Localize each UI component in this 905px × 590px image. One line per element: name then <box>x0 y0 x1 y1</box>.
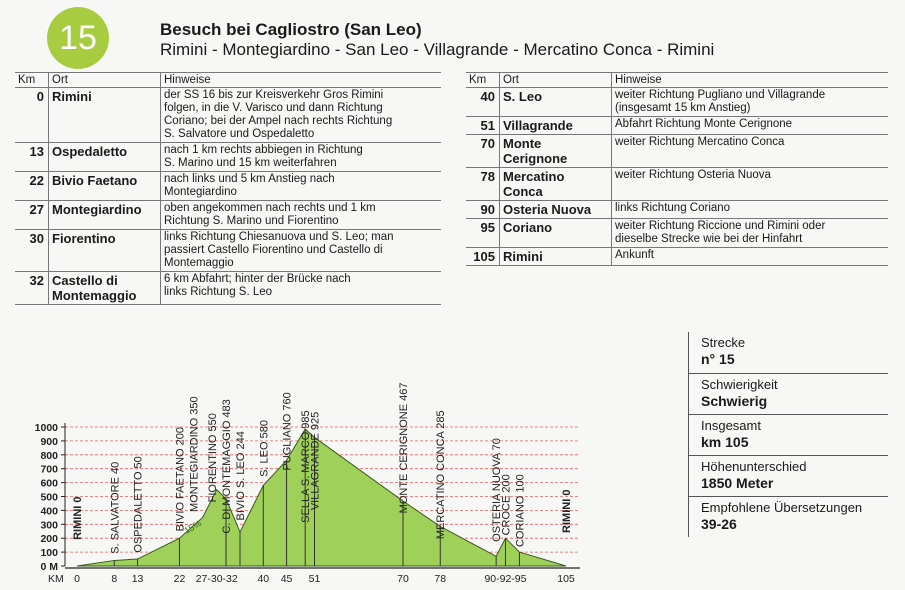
table-row <box>15 88 441 143</box>
info-label: Empfohlene Übersetzungen <box>701 500 863 515</box>
row-directions: Abfahrt Richtung Monte Cerignone <box>612 117 889 135</box>
row-place: Ospedaletto <box>49 143 161 172</box>
x-tick-label: 51 <box>308 573 321 585</box>
table-row <box>15 272 441 305</box>
info-label: Höhenunterschied <box>701 459 807 474</box>
info-value: n° 15 <box>701 351 735 367</box>
header-hinweise: Hinweise <box>612 73 889 88</box>
route-table-left <box>15 72 441 305</box>
place-label: CROCE 200 <box>500 474 513 536</box>
row-place: Montegiardino <box>49 201 161 230</box>
table-row <box>466 248 888 266</box>
place-label: SELLA S. MARCO 985 <box>300 410 313 523</box>
route-number-badge: 15 <box>47 7 109 69</box>
x-tick-label: 0 <box>74 573 80 585</box>
y-tick-label: 600 <box>40 477 58 490</box>
info-label: Insgesamt <box>701 418 761 433</box>
y-tick-label: 400 <box>40 505 58 518</box>
info-item <box>688 455 888 496</box>
row-directions: 6 km Abfahrt; hinter der Brücke nach links Richtung S. Leo <box>161 272 442 305</box>
table-row <box>466 219 888 248</box>
info-item <box>688 373 888 414</box>
place-label: PUGLIANO 760 <box>281 392 294 471</box>
info-value: Schwierig <box>701 393 768 409</box>
place-label: BIVIO FAETANO 200 <box>174 427 187 532</box>
x-axis-label: KM <box>48 573 64 585</box>
info-item <box>688 332 888 373</box>
row-place: Mercatino Conca <box>500 168 612 201</box>
x-tick-label: 8 <box>111 573 118 585</box>
row-place: Coriano <box>500 219 612 248</box>
row-place: Fiorentino <box>49 230 161 272</box>
x-tick-label: 27-30-32 <box>195 573 238 585</box>
header-km: Km <box>466 73 500 88</box>
place-label: CORIANO 100 <box>514 474 527 548</box>
table-row <box>15 143 441 172</box>
table-row <box>466 168 888 201</box>
row-directions: weiter Richtung Mercatino Conca <box>612 135 889 168</box>
row-km: 90 <box>466 201 500 219</box>
place-label: OSPEDALETTO 50 <box>132 456 145 553</box>
row-km: 13 <box>15 143 49 172</box>
header-ort: Ort <box>49 73 161 88</box>
info-label: Strecke <box>701 335 746 350</box>
x-tick-label: 40 <box>257 573 270 585</box>
y-tick-label: 800 <box>40 449 58 462</box>
row-place: Rimini <box>49 88 161 143</box>
row-place: Rimini <box>500 248 612 266</box>
row-km: 78 <box>466 168 500 201</box>
row-km: 51 <box>466 117 500 135</box>
row-km: 70 <box>466 135 500 168</box>
header-hinweise: Hinweise <box>161 73 442 88</box>
route-title: Besuch bei Cagliostro (San Leo) <box>160 20 422 39</box>
y-tick-label: 500 <box>40 491 58 504</box>
table-row <box>15 230 441 272</box>
row-km: 95 <box>466 219 500 248</box>
row-place: Bivio Faetano <box>49 172 161 201</box>
row-directions: links Richtung Chiesanuova und S. Leo; man passiert Castello Fiorentino und Castello di Montemaggio <box>161 230 442 272</box>
place-label: C. DI MONTEMAGGIO 483 <box>221 399 234 534</box>
table-row <box>466 135 888 168</box>
row-directions: nach 1 km rechts abbiegen in Richtung S. Marino und 15 km weiterfahren <box>161 143 442 172</box>
row-km: 105 <box>466 248 500 266</box>
row-directions: weiter Richtung Riccione und Rimini oder dieselbe Strecke wie bei der Hinfahrt <box>612 219 889 248</box>
y-tick-label: 100 <box>40 547 58 560</box>
y-tick-label: 1000 <box>34 422 58 434</box>
place-label: BIVIO S. LEO 244 <box>235 431 247 521</box>
row-km: 32 <box>15 272 49 305</box>
row-km: 22 <box>15 172 49 201</box>
info-label: Schwierigkeit <box>701 377 778 392</box>
table-row <box>466 201 888 219</box>
info-item <box>688 414 888 455</box>
x-tick-label: 105 <box>557 573 575 585</box>
route-info-box <box>688 332 888 537</box>
x-tick-label: 78 <box>434 573 447 585</box>
place-label: RIMINI 0 <box>561 489 573 533</box>
y-tick-label: 900 <box>40 435 58 448</box>
route-table-right <box>466 72 888 266</box>
table-row <box>15 172 441 201</box>
x-tick-label: 70 <box>397 573 409 585</box>
info-value: 1850 Meter <box>701 475 774 491</box>
row-km: 40 <box>466 88 500 117</box>
row-place: S. Leo <box>500 88 612 117</box>
row-place: Monte Cerignone <box>500 135 612 168</box>
x-tick-label: 45 <box>280 573 293 585</box>
route-subtitle: Rimini - Montegiardino - San Leo - Villagrande - Mercatino Conca - Rimini <box>160 40 715 59</box>
x-tick-label: 22 <box>173 573 186 585</box>
row-km: 0 <box>15 88 49 143</box>
x-tick-label: 90-92-95 <box>484 573 527 585</box>
header-ort: Ort <box>500 73 612 88</box>
row-place: Osteria Nuova <box>500 201 612 219</box>
row-directions: weiter Richtung Pugliano und Villagrande (insgesamt 15 km Anstieg) <box>612 88 889 117</box>
gradient-label: 15% <box>182 518 204 536</box>
place-label: MONTEGIARDINO 350 <box>188 396 201 512</box>
row-km: 27 <box>15 201 49 230</box>
place-label: MERCATINO CONCA 285 <box>435 410 448 540</box>
row-directions: der SS 16 bis zur Kreisverkehr Gros Rimini folgen, in die V. Varisco und dann Richtung Coriano; bei der Ampel nach rechts Richtung S. Salvatore und Ospedaletto <box>161 88 442 143</box>
x-tick-label: 13 <box>131 573 144 585</box>
row-place: Villagrande <box>500 117 612 135</box>
place-label: VILLAGRANDE 925 <box>309 411 322 511</box>
y-tick-label: 700 <box>40 463 58 476</box>
table-row <box>15 201 441 230</box>
place-label: MONTE CERIGNONE 467 <box>398 382 410 514</box>
place-label: S. LEO 580 <box>258 420 271 477</box>
row-directions: links Richtung Coriano <box>612 201 889 219</box>
header-km: Km <box>15 73 49 88</box>
info-item <box>688 496 888 537</box>
info-value: 39-26 <box>701 516 737 532</box>
row-km: 30 <box>15 230 49 272</box>
place-label: RIMINI 0 <box>72 496 84 540</box>
row-directions: nach links und 5 km Anstieg nach Montegiardino <box>161 172 442 201</box>
y-tick-label: 300 <box>40 519 58 532</box>
row-directions: weiter Richtung Osteria Nuova <box>612 168 889 201</box>
row-directions: oben angekommen nach rechts und 1 km Richtung S. Marino und Fiorentino <box>161 201 442 230</box>
info-value: km 105 <box>701 434 749 450</box>
row-place: Castello di Montemaggio <box>49 272 161 305</box>
place-label: FIORENTINO 550 <box>207 413 220 503</box>
place-label: OSTERIA NUOVA 70 <box>491 438 504 542</box>
elevation-profile <box>0 340 600 590</box>
place-label: S. SALVATORE 40 <box>109 461 122 554</box>
y-tick-label: 0 M <box>40 561 58 573</box>
row-directions: Ankunft <box>612 248 889 266</box>
table-row <box>466 88 888 117</box>
table-row <box>466 117 888 135</box>
y-tick-label: 200 <box>40 533 58 546</box>
